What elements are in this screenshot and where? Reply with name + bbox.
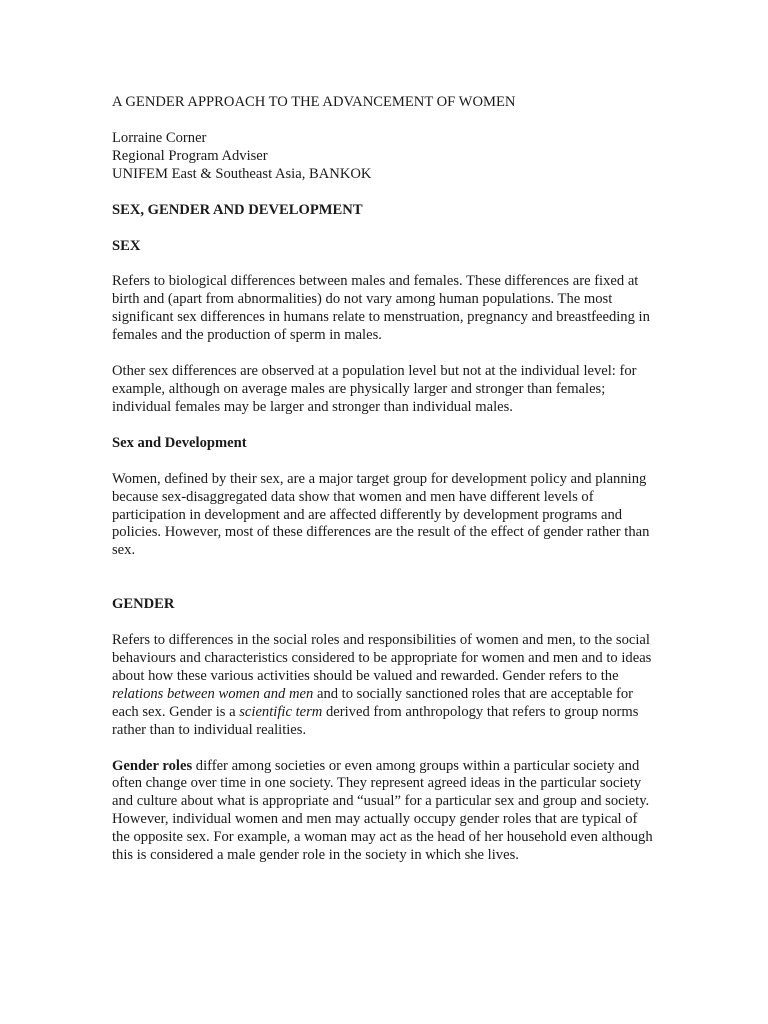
section-heading-sex-and-development: Sex and Development (112, 434, 247, 451)
gender-p1-emphasis-scientific-term: scientific term (239, 703, 323, 720)
section-heading-sex: SEX (112, 237, 141, 254)
sex-paragraph-2: Other sex differences are observed at a population level but not at the individual level: for example, although on average males are physically larger and stronger than females; individual females may be larger and stronger than individual males. (112, 363, 637, 415)
gender-paragraph-2 (112, 758, 657, 865)
author-name: Lorraine Corner (112, 129, 207, 146)
author-organization: UNIFEM East & Southeast Asia, BANKOK (112, 165, 372, 182)
author-position: Regional Program Adviser (112, 147, 268, 164)
gender-p1-text-3: derived from anthropology that refers to group norms rather than to individual realities. (112, 703, 639, 738)
gender-roles-term: Gender roles (112, 757, 193, 774)
document-page (112, 94, 657, 883)
sex-paragraph-1: Refers to biological differences between males and females. These differences are fixed at birth and (apart from abnormalities) do not vary among human populations. The most significant sex differences in humans relate to menstruation, pregnancy and breastfeeding in females and the production of sperm in males. (112, 273, 650, 344)
gender-p1-text-2: and to socially sanctioned roles that are acceptable for each sex. Gender is a (112, 685, 634, 720)
author-block (112, 130, 657, 184)
gender-p2-text: differ among societies or even among groups within a particular society and often change over time in one society. They represent agreed ideas in the particular society and culture about what is appropriate and “usual” for a particular sex and group and society. However, individual women and men may actually occupy gender roles that are typical of the opposite sex. For example, a woman may act as the head of her household even although this is considered a male gender role in the society in which she lives. (112, 757, 653, 864)
section-heading-main: SEX, GENDER AND DEVELOPMENT (112, 201, 363, 218)
section-heading-gender: GENDER (112, 596, 175, 613)
document-title: A GENDER APPROACH TO THE ADVANCEMENT OF WOMEN (112, 94, 516, 110)
gender-p1-text-1: Refers to differences in the social roles and responsibilities of women and men, to the social behaviours and characteristics considered to be appropriate for women and men and to ideas about how these various activities should be valued and rewarded. Gender refers to the (112, 632, 652, 684)
sex-development-paragraph: Women, defined by their sex, are a major target group for development policy and planning because sex-disaggregated data show that women and men have different levels of participation in development and are affected differently by development programs and policies. However, most of these differences are the result of the effect of gender rather than sex. (112, 470, 650, 559)
gender-p1-emphasis-relations: relations between women and men (112, 685, 314, 702)
gender-paragraph-1 (112, 632, 657, 739)
